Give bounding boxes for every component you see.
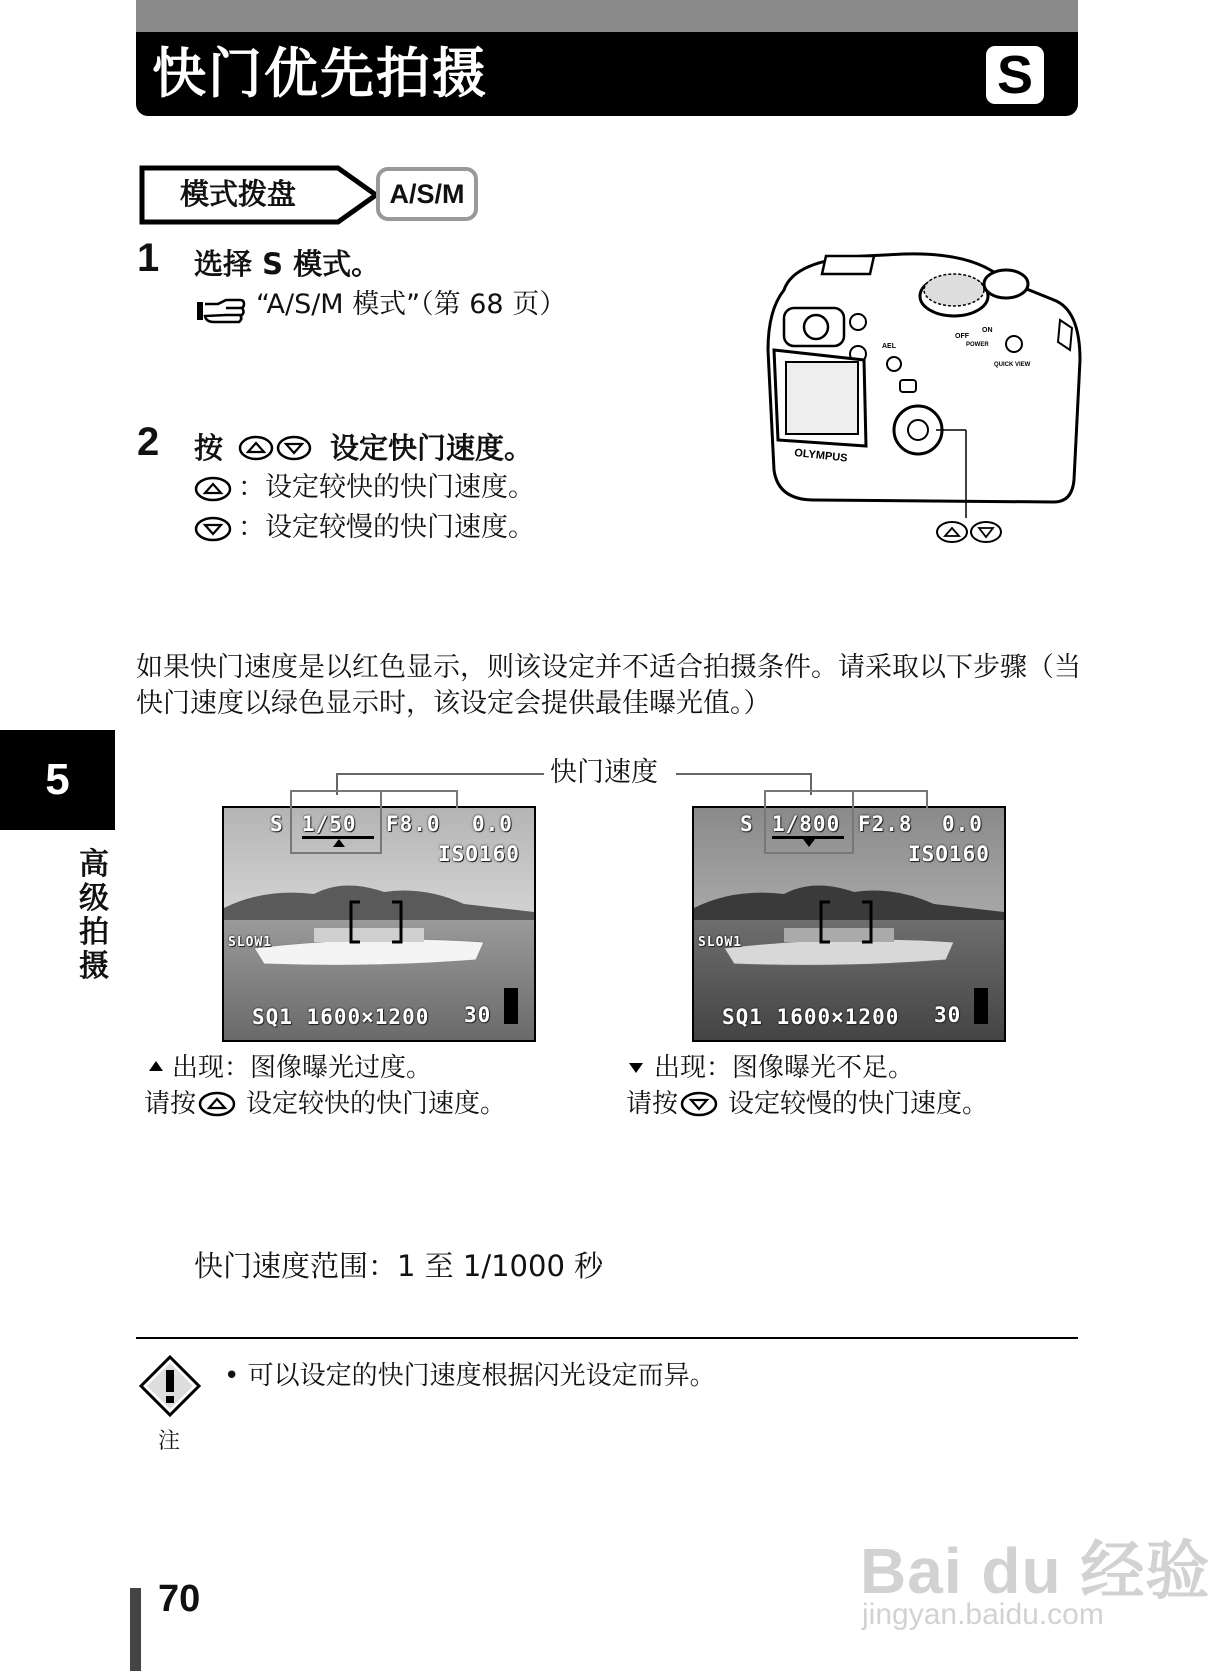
callout-line bbox=[336, 773, 544, 775]
lcd-memory-gauge bbox=[504, 988, 518, 1024]
up-arrow-button-icon bbox=[194, 474, 232, 504]
step-1-text: 选择 S 模式。 bbox=[194, 247, 381, 281]
lcd-memory-gauge bbox=[974, 988, 988, 1024]
mode-dial-label: 模式拨盘 bbox=[180, 177, 297, 211]
af-target-mark-icon bbox=[818, 900, 874, 944]
mode-dial-value: A/S/M bbox=[376, 167, 478, 221]
warning-paragraph: 如果快门速度是以红色显示，则该设定并不适合拍摄条件。请采取以下步骤（当快门速度以绿色显示时，该设定会提供最佳曝光值。） bbox=[136, 652, 1081, 719]
step-1-reference: “A/S/M 模式”（第 68 页） bbox=[256, 289, 567, 320]
lcd-quality: SQ1 1600×1200 bbox=[252, 1005, 430, 1029]
caption-underexposed-prefix: 请按 bbox=[626, 1089, 679, 1119]
down-arrow-button-icon bbox=[194, 514, 232, 544]
step-1-number: 1 bbox=[137, 236, 160, 280]
lcd-mode: S bbox=[740, 812, 754, 836]
step-2-item-faster: ：设定较快的快门速度。 bbox=[238, 472, 535, 503]
watermark-logo: Bai du 经验 bbox=[860, 1535, 1211, 1607]
lcd-iso: ISO160 bbox=[908, 842, 990, 866]
camera-label-off: OFF bbox=[955, 333, 969, 340]
lcd-shutter-speed: 1/50 bbox=[302, 812, 357, 836]
chapter-tab-text: 高级拍摄 bbox=[79, 847, 109, 984]
caption-overexposed-prefix: 请按 bbox=[144, 1089, 197, 1119]
mode-badge: S bbox=[986, 46, 1044, 104]
lcd-shutter-speed: 1/800 bbox=[772, 812, 841, 836]
header-top-strip bbox=[136, 0, 1078, 32]
up-arrow-button-icon bbox=[198, 1090, 236, 1118]
lcd-aperture: F2.8 bbox=[858, 812, 913, 836]
shutter-range-text: 快门速度范围：1 至 1/1000 秒 bbox=[194, 1249, 604, 1283]
lcd-exposure: 0.0 bbox=[472, 812, 513, 836]
lcd-frame-count: 30 bbox=[934, 1003, 962, 1027]
chapter-tab-number: 5 bbox=[0, 730, 115, 830]
lcd-flash-mode: SLOW1 bbox=[698, 935, 743, 950]
camera-label-quickview: QUICK VIEW bbox=[994, 362, 1031, 368]
callout-shutter-speed-label: 快门速度 bbox=[550, 757, 658, 788]
caption-overexposed-line1: 出现：图像曝光过度。 bbox=[172, 1053, 433, 1083]
callout-line bbox=[456, 790, 458, 808]
watermark-url: jingyan.baidu.com bbox=[862, 1598, 1104, 1631]
lcd-mode: S bbox=[270, 812, 284, 836]
lcd-exposure: 0.0 bbox=[942, 812, 983, 836]
up-triangle-icon bbox=[148, 1060, 164, 1072]
down-arrow-button-icon bbox=[680, 1090, 718, 1118]
camera-label-ael: AEL bbox=[882, 343, 896, 350]
step-2-item-slower: ：设定较慢的快门速度。 bbox=[238, 512, 535, 543]
note-label: 注 bbox=[158, 1429, 181, 1454]
lcd-flash-mode: SLOW1 bbox=[228, 935, 273, 950]
callout-line bbox=[380, 790, 458, 792]
callout-line bbox=[852, 790, 928, 792]
caption-overexposed-action: 设定较快的快门速度。 bbox=[246, 1089, 507, 1119]
page-number-bar bbox=[130, 1588, 141, 1671]
step-2-suffix: 设定快门速度。 bbox=[330, 431, 534, 465]
step-2-number: 2 bbox=[137, 420, 160, 464]
caption-underexposed-action: 设定较慢的快门速度。 bbox=[728, 1089, 989, 1119]
step-2-prefix: 按 bbox=[194, 431, 224, 465]
camera-label-power: POWER bbox=[966, 342, 989, 348]
over-exposure-indicator-icon bbox=[332, 838, 346, 848]
up-down-arrow-icons bbox=[238, 433, 314, 463]
callout-line bbox=[926, 790, 928, 808]
under-exposure-indicator-icon bbox=[802, 838, 816, 848]
camera-brand: OLYMPUS bbox=[793, 447, 849, 465]
lcd-frame-count: 30 bbox=[464, 1003, 492, 1027]
page-number: 70 bbox=[158, 1578, 201, 1620]
callout-line bbox=[676, 773, 810, 775]
camera-illustration bbox=[754, 250, 1084, 560]
note-text: • 可以设定的快门速度根据闪光设定而异。 bbox=[224, 1361, 716, 1391]
lcd-iso: ISO160 bbox=[438, 842, 520, 866]
section-divider bbox=[136, 1337, 1078, 1339]
caption-underexposed-line1: 出现：图像曝光不足。 bbox=[654, 1053, 915, 1083]
down-triangle-icon bbox=[628, 1062, 644, 1074]
lcd-quality: SQ1 1600×1200 bbox=[722, 1005, 900, 1029]
caution-icon bbox=[138, 1354, 202, 1418]
lcd-aperture: F8.0 bbox=[386, 812, 441, 836]
af-target-mark-icon bbox=[348, 900, 404, 944]
camera-label-on: ON bbox=[982, 327, 993, 334]
reference-hand-icon bbox=[196, 298, 246, 324]
page-title: 快门优先拍摄 bbox=[152, 42, 488, 105]
